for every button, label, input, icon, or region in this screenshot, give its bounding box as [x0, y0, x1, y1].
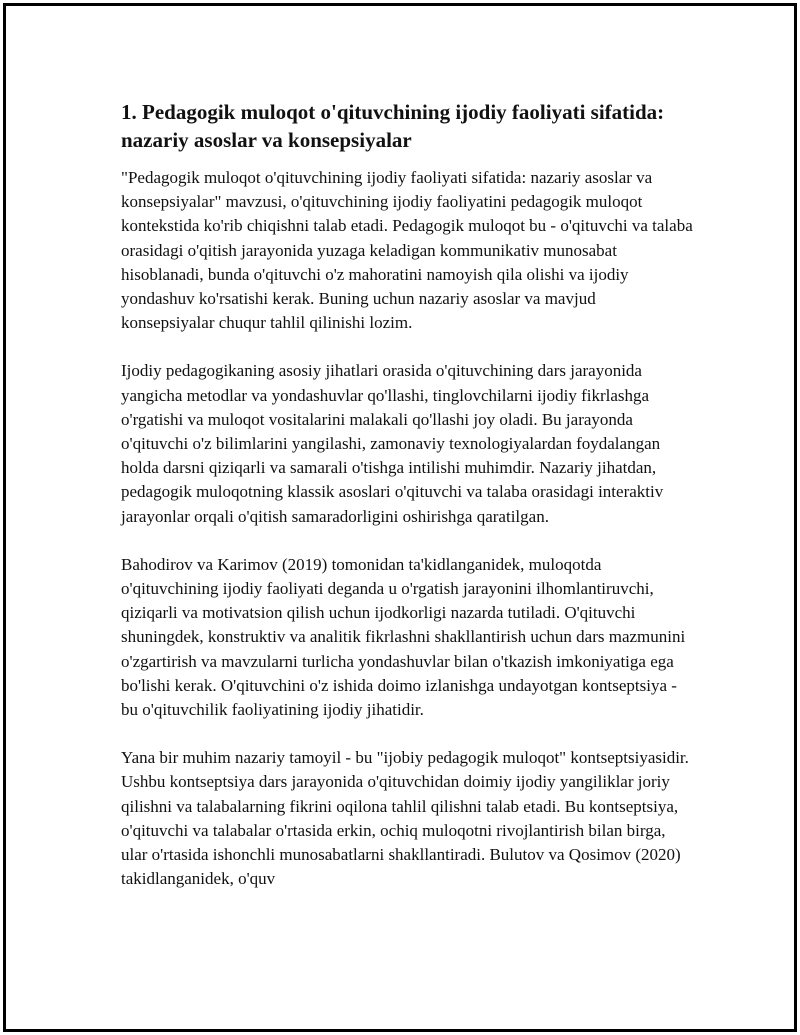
section-title: 1. Pedagogik muloqot o'qituvchining ijodiy faoliyati sifatida: nazariy asoslar va konsepsiyalar — [121, 100, 665, 152]
paragraph-2: Ijodiy pedagogikaning asosiy jihatlari orasida o'qituvchining dars jarayonida yangicha metodlar va yondashuvlar qo'llashi, tinglovchilarni ijodiy fikrlashga o'rgatishi va muloqot vositalarini malakali qo'llashi joy oladi. Bu jarayonda o'qituvchi o'z bilimlarini yangilashi, zamonaviy texnologiyalardan foydalangan holda darsni qiziqarli va samarali o'tishga intilishi muhimdir. Nazariy jihatdan, pedagogik muloqotning klassik asoslari o'qituvchi va talaba orasidagi interaktiv jarayonlar orqali o'qitish samaradorligini oshirishga qaratilgan. — [121, 361, 664, 526]
paragraph-1: "Pedagogik muloqot o'qituvchining ijodiy faoliyati sifatida: nazariy asoslar va konsepsiyalar" mavzusi, o'qituvchining ijodiy faoliyatini pedagogik muloqot kontekstida ko'rib chiqishni talab etadi. Pedagogik muloqot bu - o'qituvchi va talaba orasidagi o'qitish jarayonida yuzaga keladigan kommunikativ munosabat hisoblanadi, bunda o'qituvchi o'z mahoratini namoyish qila olishi va ijodiy yondashuv ko'rsatishi kerak. Buning uchun nazariy asoslar va mavjud konsepsiyalar chuqur tahlil qilinishi lozim. — [121, 168, 693, 333]
document-body — [121, 98, 693, 915]
page-frame — [3, 3, 797, 1032]
paragraph-3: Bahodirov va Karimov (2019) tomonidan ta'kidlanganidek, muloqotda o'qituvchining ijodiy faoliyati deganda u o'rgatish jarayonini ilhomlantiruvchi, qiziqarli va motivatsion qilish uchun ijodkorligi nazarda tutiladi. O'qituvchi shuningdek, konstruktiv va analitik fikrlashni shakllantirish uchun dars mazmunini o'zgartirish va mavzularni turlicha yondashuvlar bilan o'tkazish imkoniyatiga ega bo'lishi kerak. O'qituvchini o'z ishida doimo izlanishga undayotgan kontseptsiya - bu o'qituvchilik faoliyatining ijodiy jihatidir. — [121, 554, 686, 720]
paragraph-4: Yana bir muhim nazariy tamoyil - bu "ijobiy pedagogik muloqot" kontseptsiyasidir. Ushbu kontseptsiya dars jarayonida o'qituvchidan doimiy ijodiy yangiliklar joriy qilishni va talabalarning fikrini oqilona tahlil qilishni talab etadi. Bu kontseptsiya, o'qituvchi va talabalar o'rtasida erkin, ochiq muloqotni rivojlantirish bilan birga, ular o'rtasida ishonchli munosabatlarni shakllantiradi. Bulutov va Qosimov (2020) takidlanganidek, o'quv — [121, 748, 689, 889]
